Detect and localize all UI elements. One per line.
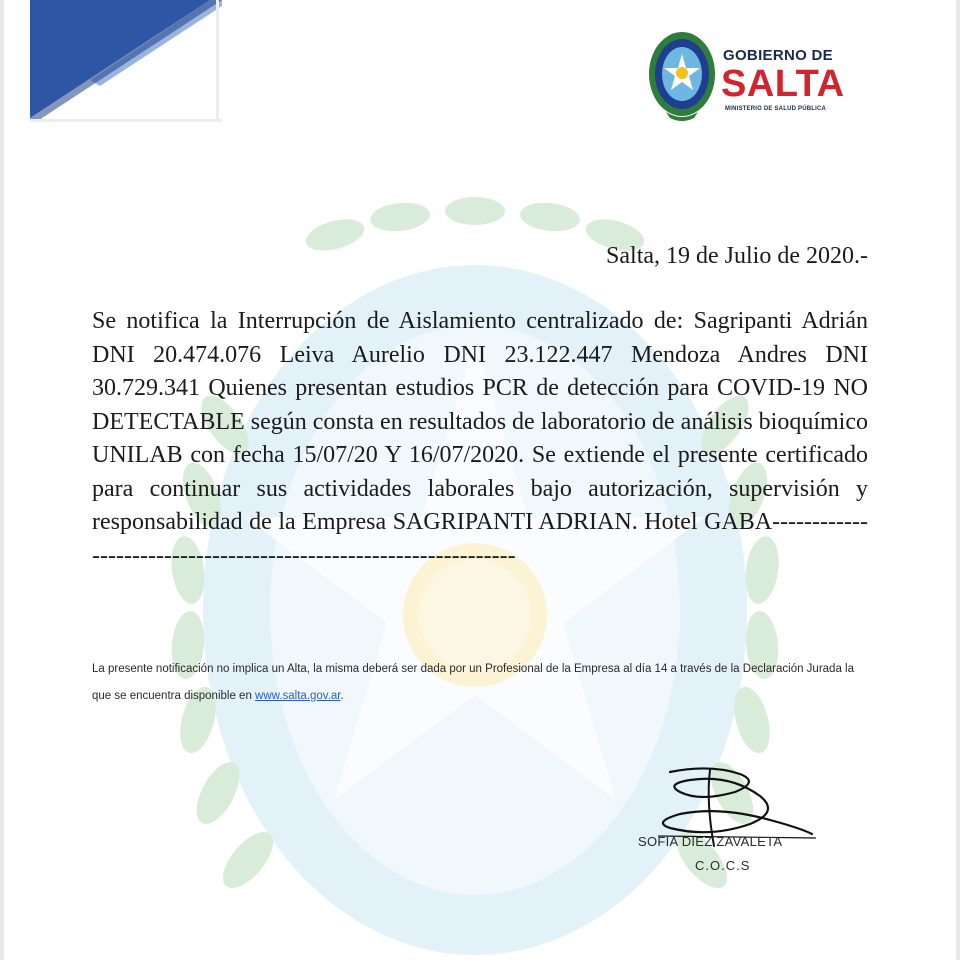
letterhead-corner-graphic <box>30 0 222 122</box>
logo-text-salta: SALTA <box>721 63 845 105</box>
logo-text-gobierno: GOBIERNO DE <box>723 47 833 64</box>
logo-text-ministerio: MINISTERIO DE SALUD PÚBLICA <box>725 106 827 112</box>
page-frame-right <box>956 0 960 960</box>
salta-shield-icon <box>646 28 718 124</box>
salta-gov-link[interactable]: www.salta.gov.ar <box>255 690 341 702</box>
document-date: Salta, 19 de Julio de 2020.- <box>606 243 868 269</box>
notification-body: Se notifica la Interrupción de Aislamiento centralizado de: Sagripanti Adrián DNI 20.474.076 Leiva Aurelio DNI 23.122.447 Mendoza Andres DNI 30.729.341 Quienes presentan estudios PCR de detección para COVID-19 NO DETECTABLE según consta en resultados de laboratorio de análisis bioquímico UNILAB con fecha 15/07/20 Y 16/07/2020. Se extiende el presente certificado para continuar sus actividades laborales bajo autorización, supervisión y responsabilidad de la Empresa SAGRIPANTI ADRIAN. Hotel GABA----------------------------------------------------------------- <box>92 308 868 569</box>
signatory-name: SOFIA DIEZ ZAVALETA <box>638 834 783 849</box>
government-logo <box>646 28 856 128</box>
disclaimer-text: La presente notificación no implica un Alta, la misma deberá ser dada por un Profesional de la Empresa al día 14 a través de la Declaración Jurada la que se encuentra disponible en <box>92 663 854 702</box>
disclaimer-note <box>92 656 868 710</box>
disclaimer-suffix: . <box>340 690 344 702</box>
signatory-title: C.O.C.S <box>695 858 751 873</box>
page-frame-left <box>0 0 4 960</box>
